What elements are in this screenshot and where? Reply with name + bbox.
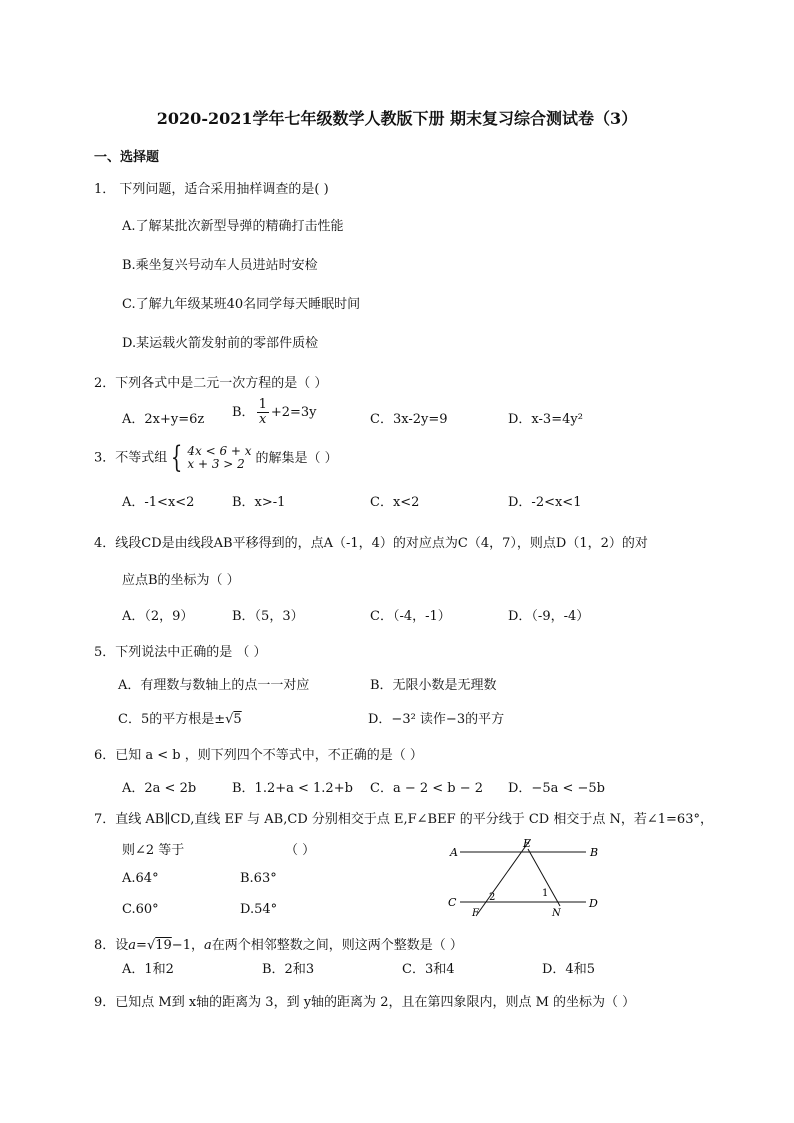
q2-fraction-denominator: x (259, 412, 267, 427)
sqrt-symbol: √ (225, 712, 234, 727)
q1-option-c: C.了解九年级某班40名同学每天睡眠时间 (122, 297, 361, 312)
q4-option-a: A．（2，9） (122, 609, 194, 624)
q4-stem-line2: 应点B的坐标为（ ） (122, 573, 240, 588)
q8-stem (94, 934, 463, 953)
q8-option-a: A．1和2 (122, 962, 174, 977)
label-b: B (590, 846, 599, 859)
q5-stem: 5．下列说法中正确的是 （ ） (94, 645, 267, 660)
q8-option-c: C．3和4 (402, 962, 455, 977)
q8-suffix: 在两个相邻整数之间，则这两个整数是（ ） (211, 938, 463, 953)
q2-stem: 2．下列各式中是二元一次方程的是（ ） (94, 376, 328, 391)
q5-option-c (118, 708, 242, 727)
section-heading: 一、选择题 (94, 150, 160, 165)
q7-option-d: D.54° (240, 902, 278, 917)
q6-option-b: B．1.2+a < 1.2+b (232, 781, 353, 796)
q4-option-d: D．（-9，-4） (508, 609, 590, 624)
q3-brace: { (171, 440, 183, 475)
q7-stem-line1: 7．直线 AB∥CD,直线 EF 与 AB,CD 分别相交于点 E,F∠BEF 的平分线于 CD 相交于点 N，若∠1=63°， (94, 812, 713, 827)
label-f: F (472, 908, 479, 919)
q9-stem: 9．已知点 M到 x轴的距离为 3，到 y轴的距离为 2，且在第四象限内，则点 M 的坐标为（ ） (94, 995, 636, 1010)
label-a: A (450, 846, 458, 859)
q5-option-a: A．有理数与数轴上的点一一对应 (118, 678, 310, 693)
q2-option-a: A．2x+y=6z (122, 412, 205, 427)
q8-variable-a-2: a (203, 938, 212, 953)
q6-stem: 6．已知 a < b ，则下列四个不等式中，不正确的是（ ） (94, 748, 423, 763)
q1-option-d: D.某运载火箭发射前的零部件质检 (122, 336, 319, 351)
q7-option-a: A.64° (122, 871, 159, 886)
label-angle-2: 2 (489, 892, 496, 903)
q7-answer-paren: （ ） (285, 843, 316, 858)
q2-option-d: D．x-3=4y² (508, 412, 583, 427)
q5-option-d: D．−3² 读作−3的平方 (368, 712, 505, 727)
q5-option-b: B．无限小数是无理数 (370, 678, 497, 693)
q5-option-c-text: C．5的平方根是± (118, 712, 226, 727)
q8-radicand: 19 (155, 938, 172, 953)
q2-fraction (257, 398, 269, 427)
q1-option-a: A.了解某批次新型导弹的精确打击性能 (122, 219, 344, 234)
q2-option-b (232, 398, 317, 427)
label-c: C (448, 896, 457, 909)
q3-option-a: A．-1<x<2 (122, 495, 195, 510)
label-angle-1: 1 (542, 888, 549, 899)
q5-radicand: 5 (233, 712, 242, 727)
line-ef (476, 840, 530, 916)
label-d: D (589, 897, 598, 910)
q3-system-line2: x + 3 > 2 (187, 457, 245, 471)
q4-option-c: C．（-4，-1） (370, 609, 451, 624)
q6-option-c: C．a − 2 < b − 2 (370, 781, 484, 796)
q2-fraction-numerator: 1 (258, 397, 267, 412)
label-n: N (552, 908, 561, 919)
q3-option-d: D．-2<x<1 (508, 495, 582, 510)
q2-option-b-rest: +2=3y (270, 405, 317, 420)
q8-rest: −1， (171, 938, 204, 953)
q8-prefix: 8．设 (94, 938, 129, 953)
label-e: E (523, 837, 532, 850)
q7-option-b: B.63° (240, 871, 277, 886)
q7-option-c: C.60° (122, 902, 159, 917)
q8-variable-a: a (128, 938, 137, 953)
q3-suffix: 的解集是（ ） (255, 450, 338, 466)
page-title: 2020-2021学年七年级数学人教版下册 期末复习综合测试卷（3） (156, 109, 638, 128)
sqrt-symbol: √ (146, 938, 156, 953)
q2-option-c: C．3x-2y=9 (370, 412, 448, 427)
q1-option-b: B.乘坐复兴号动车人员进站时安检 (122, 258, 318, 273)
q4-stem-line1: 4．线段CD是由线段AB平移得到的，点A（-1，4）的对应点为C（4，7），则点D（1，2）的对 (94, 536, 648, 551)
q7-geometry-figure (440, 834, 610, 924)
q3-option-b: B．x>-1 (232, 495, 286, 510)
q2-option-b-label: B． (232, 405, 255, 420)
q3-prefix: 3．不等式组 (94, 450, 168, 466)
q3-system-line1: 4x < 6 + x (187, 444, 252, 458)
q8-option-b: B．2和3 (262, 962, 315, 977)
q6-option-a: A．2a < 2b (122, 781, 197, 796)
q3-option-c: C．x<2 (370, 495, 420, 510)
q3-system (187, 445, 251, 471)
q8-option-d: D．4和5 (542, 962, 595, 977)
q4-option-b: B．（5，3） (232, 609, 304, 624)
q7-stem-line2: 则∠2 等于 (122, 843, 185, 858)
q1-stem: 1． 下列问题，适合采用抽样调查的是( ) (94, 182, 329, 197)
q6-option-d: D．−5a < −5b (508, 781, 605, 796)
q3-stem (94, 440, 338, 475)
q8-equals: = (136, 938, 147, 953)
